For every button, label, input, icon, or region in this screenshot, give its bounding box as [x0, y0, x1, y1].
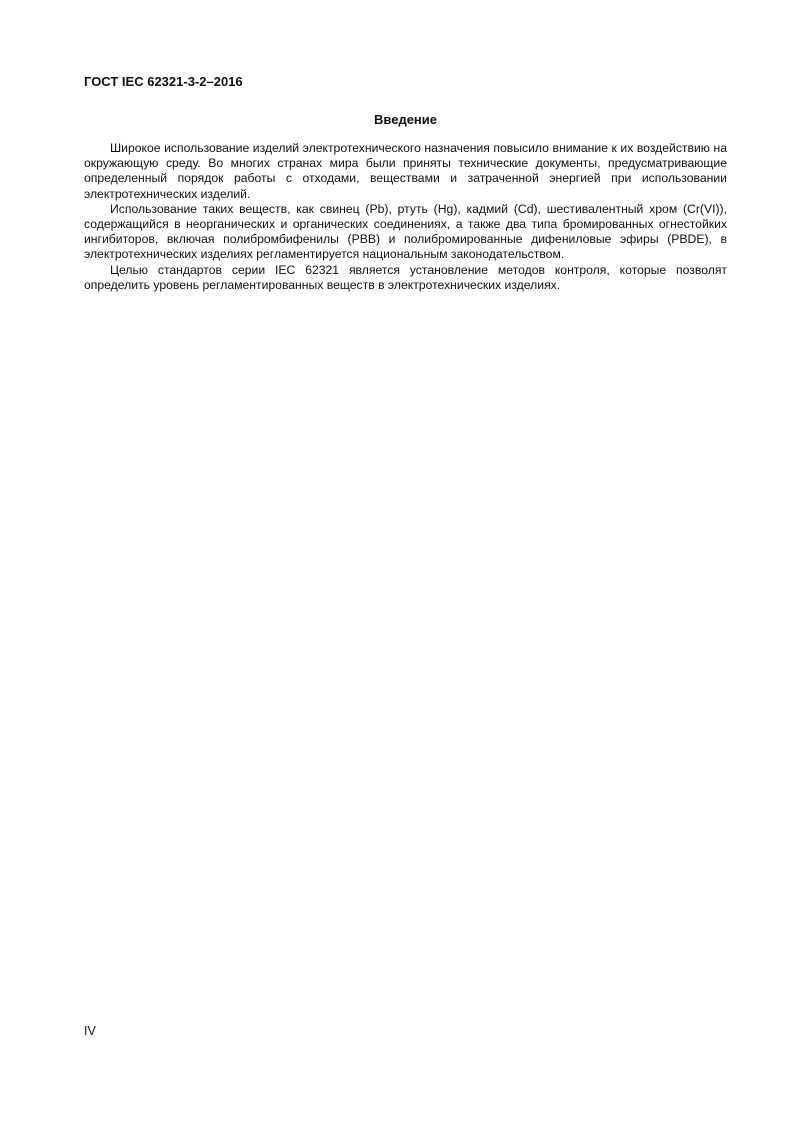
paragraph-1: Широкое использование изделий электротехнического назначения повысило внимание к их воздействию на окружающую среду. Во многих странах мира были приняты технические документы, предусматривающие определенный порядок работы с отходами, веществами и затраченной энергией при использовании электротехнических изделий.: [84, 141, 727, 201]
paragraph-3: Целью стандартов серии IEC 62321 является установление методов контроля, которые позволят определить уровень регламентированных веществ в электротехнических изделиях.: [84, 262, 727, 292]
paragraph-2: Использование таких веществ, как свинец (Pb), ртуть (Hg), кадмий (Cd), шестивалентный хром (Cr(VI)), содержащийся в неорганических и органических соединениях, а также два типа бромированных огнестойких ингибиторов, включая полибромбифенилы (PBB) и полибромированные дифениловые эфиры (PBDE), в электротехнических изделиях регламентируется национальным законодательством.: [84, 201, 727, 262]
section-title: Введение: [374, 112, 437, 127]
introduction-section: [84, 112, 727, 293]
document-code-header: ГОСТ IEC 62321-3-2–2016: [84, 74, 243, 89]
page-number: IV: [84, 1024, 96, 1038]
